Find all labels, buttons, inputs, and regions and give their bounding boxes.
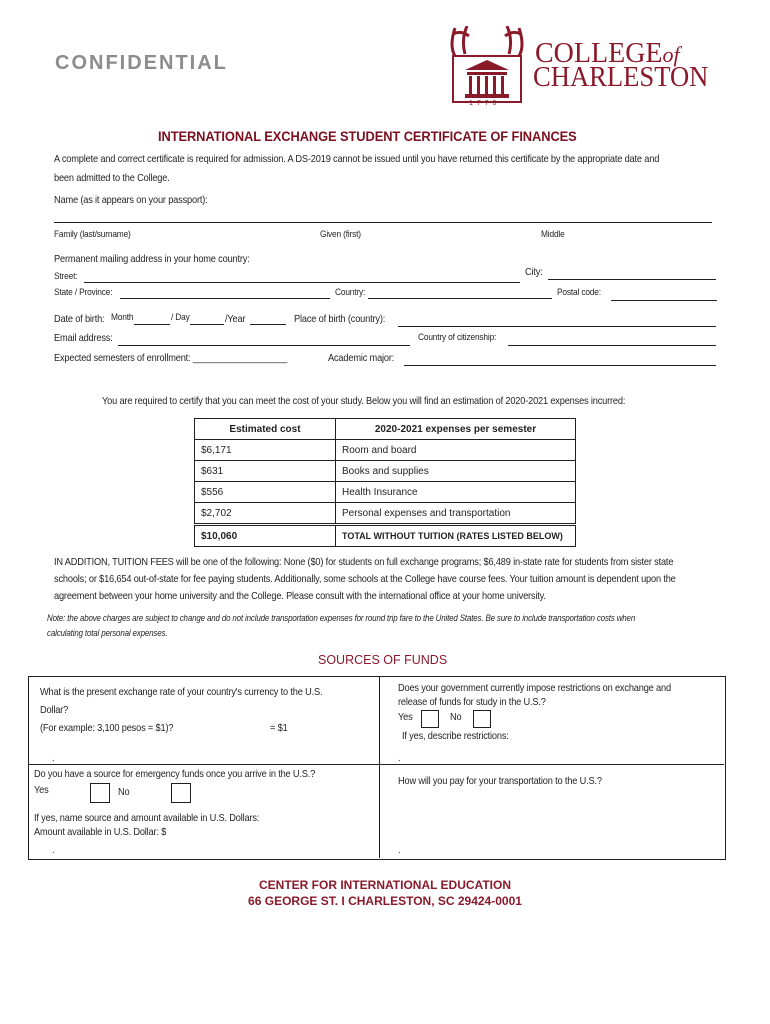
desc-cell: Books and supplies: [336, 461, 576, 482]
citizenship-field[interactable]: [508, 345, 716, 346]
dob-year-label: /Year: [225, 313, 246, 325]
table-row: [195, 440, 576, 461]
header-estimated-cost: Estimated cost: [195, 419, 336, 440]
postal-code-label: Postal code:: [557, 287, 601, 298]
dob-year-field[interactable]: [250, 324, 286, 325]
emergency-yes-checkbox[interactable]: [90, 783, 110, 803]
logo-college-word: COLLEGE: [535, 38, 663, 69]
table-row: [195, 503, 576, 525]
restrict-question-2: release of funds for study in the U.S.?: [398, 696, 546, 708]
footer-office: CENTER FOR INTERNATIONAL EDUCATION: [259, 878, 511, 892]
exchange-equals: = $1: [270, 722, 288, 734]
page-title: INTERNATIONAL EXCHANGE STUDENT CERTIFICATE OF FINANCES: [158, 128, 577, 144]
header-expenses: 2020-2021 expenses per semester: [336, 419, 576, 440]
city-label: City:: [525, 266, 543, 278]
exchange-question-1: What is the present exchange rate of your country's currency to the U.S.: [40, 686, 323, 698]
desc-cell: Health Insurance: [336, 482, 576, 503]
note-line-1: Note: the above charges are subject to change and do not include transportation expenses for round trip fare to the United States. Be sure to include transportation costs when: [47, 613, 636, 624]
exchange-example: (For example: 3,100 pesos = $1)?: [40, 722, 174, 734]
total-cost-cell: $10,060: [195, 525, 336, 547]
intro-line-1: A complete and correct certificate is required for admission. A DS-2019 cannot be issued until you have returned this certificate by the appropriate date and: [54, 153, 660, 165]
emergency-question: Do you have a source for emergency funds once you arrive in the U.S.?: [34, 768, 316, 780]
street-field[interactable]: [84, 282, 520, 283]
given-name-label: Given (first): [320, 229, 361, 240]
table-total-row: [195, 525, 576, 547]
exchange-question-2: Dollar?: [40, 704, 69, 716]
family-name-label: Family (last/surname): [54, 229, 131, 240]
intro-line-2: been admitted to the College.: [54, 172, 170, 184]
amount-label: Amount available in U.S. Dollar: $: [34, 826, 167, 838]
restrict-question-1: Does your government currently impose restrictions on exchange and: [398, 682, 671, 694]
restrict-no-label: No: [450, 711, 462, 723]
restrict-yes-label: Yes: [398, 711, 413, 723]
restrict-yes-checkbox[interactable]: [421, 710, 439, 728]
funds-heading: SOURCES OF FUNDS: [318, 653, 448, 667]
state-field[interactable]: [120, 298, 330, 299]
logo-of: of: [662, 42, 680, 67]
tuition-line-3: agreement between your home university and the College. Please consult with the international office at your home university.: [54, 590, 546, 602]
email-label: Email address:: [54, 332, 113, 344]
dob-day-field[interactable]: [190, 324, 224, 325]
logo-charleston: CHARLESTON: [533, 62, 709, 93]
tuition-line-2: schools; or $16,654 out-of-state for fee paying students. Additionally, some schools at the College have course fees. Your tuition amount is dependent upon the: [54, 573, 676, 585]
dob-month-field[interactable]: [134, 324, 170, 325]
city-field[interactable]: [548, 279, 716, 280]
restrict-no-checkbox[interactable]: [473, 710, 491, 728]
confidential-label: CONFIDENTIAL: [55, 52, 228, 74]
citizenship-label: Country of citizenship:: [418, 332, 497, 343]
cost-cell: $6,171: [195, 440, 336, 461]
tuition-line-1: IN ADDITION, TUITION FEES will be one of the following: None ($0) for students on full exchange programs; $6,489 in-state rate for students from sister state: [54, 556, 674, 568]
desc-cell: Room and board: [336, 440, 576, 461]
table-row: [195, 461, 576, 482]
footer-address: 66 GEORGE ST. I CHARLESTON, SC 29424-0001: [248, 894, 522, 908]
postal-code-field[interactable]: [611, 300, 717, 301]
dob-label: Date of birth:: [54, 313, 105, 325]
dob-day-label: / Day: [171, 312, 190, 323]
desc-cell: Personal expenses and transportation: [336, 503, 576, 525]
state-label: State / Province:: [54, 287, 113, 298]
table-header-row: [195, 419, 576, 440]
email-field[interactable]: [118, 345, 410, 346]
costs-table: [194, 418, 576, 547]
major-field[interactable]: [404, 365, 716, 366]
certify-text: You are required to certify that you can meet the cost of your study. Below you will find an estimation of 2020-2021 expenses incurred:: [102, 395, 626, 407]
amount-dot: .: [52, 844, 55, 856]
place-of-birth-field[interactable]: [398, 326, 716, 327]
logo-year: 1 7 7 0: [469, 100, 498, 107]
place-of-birth-label: Place of birth (country):: [294, 313, 386, 325]
street-label: Street:: [54, 271, 78, 282]
major-label: Academic major:: [328, 352, 395, 364]
cost-cell: $2,702: [195, 503, 336, 525]
funds-vertical-divider: [379, 676, 380, 858]
table-row: [195, 482, 576, 503]
source-question: If yes, name source and amount available in U.S. Dollars:: [34, 812, 260, 824]
address-label: Permanent mailing address in your home country:: [54, 253, 250, 265]
funds-horizontal-divider: [28, 764, 724, 765]
emergency-no-checkbox[interactable]: [171, 783, 191, 803]
transport-question: How will you pay for your transportation to the U.S.?: [398, 775, 602, 787]
country-label: Country:: [335, 287, 366, 298]
emergency-no-label: No: [118, 786, 130, 798]
restrict-describe-label: If yes, describe restrictions:: [402, 730, 509, 742]
college-logo: [447, 26, 727, 112]
dob-month-label: Month: [111, 312, 134, 323]
total-desc-cell: TOTAL WITHOUT TUITION (RATES LISTED BELOW): [336, 525, 576, 547]
middle-name-label: Middle: [541, 229, 565, 240]
name-label: Name (as it appears on your passport):: [54, 194, 208, 206]
restrict-dot: .: [398, 752, 401, 764]
name-field[interactable]: [54, 222, 712, 223]
cost-cell: $631: [195, 461, 336, 482]
country-field[interactable]: [368, 298, 552, 299]
note-line-2: calculating total personal expenses.: [47, 628, 168, 639]
semesters-label: Expected semesters of enrollment: ___________________: [54, 352, 288, 364]
emergency-yes-label: Yes: [34, 784, 49, 796]
cost-cell: $556: [195, 482, 336, 503]
exchange-dot: .: [52, 752, 55, 764]
transport-dot: .: [398, 844, 401, 856]
